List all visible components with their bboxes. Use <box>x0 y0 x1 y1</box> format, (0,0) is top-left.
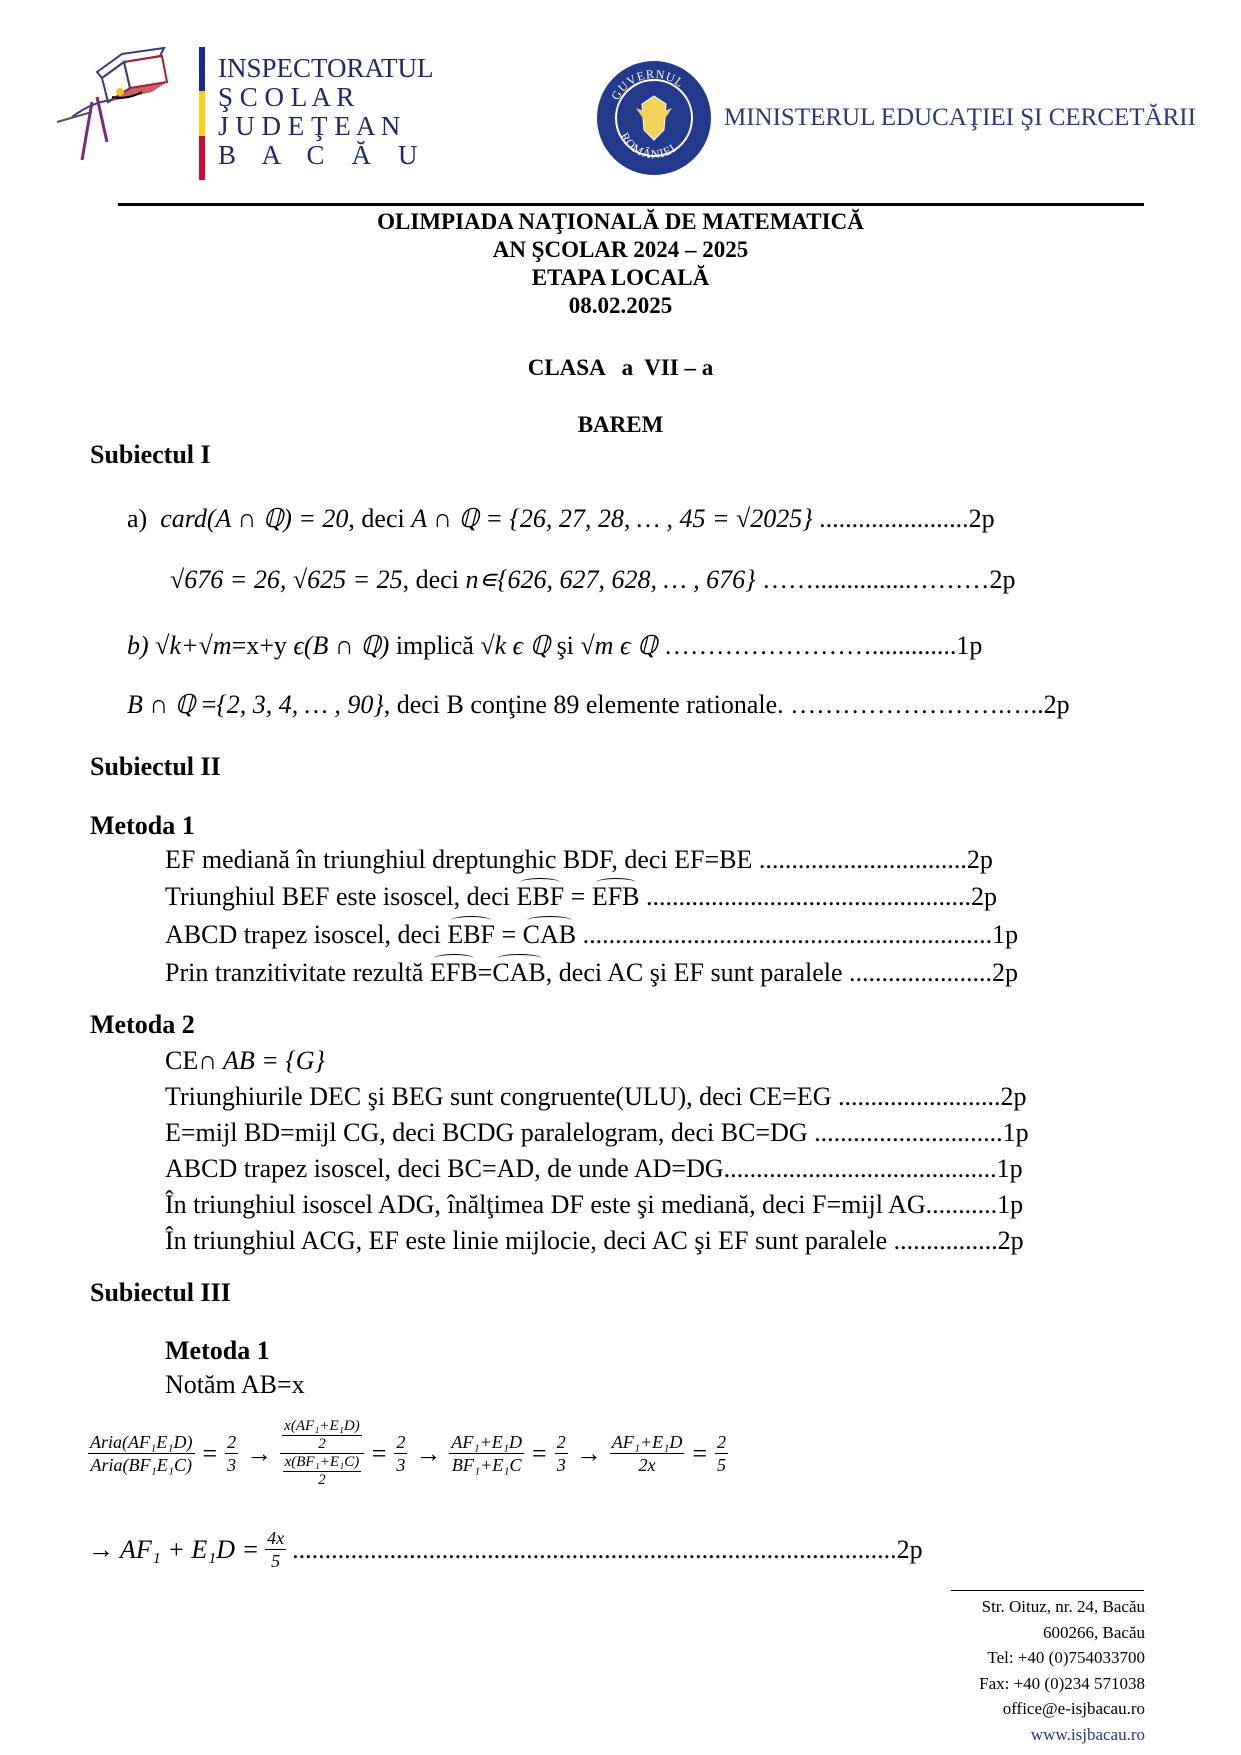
s1-b-line2 <box>127 690 1070 720</box>
class-title: CLASA a VII – a <box>527 355 714 380</box>
angle: EBF <box>516 882 565 911</box>
s2-m1-line <box>165 920 1018 950</box>
address-street: Str. Oituz, nr. 24, Bacău <box>981 1597 1145 1616</box>
title-line: 08.02.2025 <box>568 293 673 318</box>
numerator: 2 <box>556 1432 566 1452</box>
phone: Tel: +40 (0)754033700 <box>987 1648 1145 1667</box>
fraction <box>225 1431 238 1476</box>
points: …………………….............1p <box>657 631 983 660</box>
s1-a-line1 <box>127 504 995 534</box>
fax: Fax: +40 (0)234 571038 <box>979 1673 1145 1693</box>
isj-line: J U D E Ţ E A N <box>218 111 401 141</box>
numerator: 2 <box>227 1432 237 1452</box>
text: = <box>495 920 523 949</box>
subject1-heading: Subiectul I <box>90 440 211 469</box>
angle: CAB <box>522 920 577 949</box>
angle: EFB <box>429 958 478 987</box>
footer-divider <box>951 1590 1144 1591</box>
denominator: 5 <box>717 1455 727 1475</box>
points: ...............................................................1p <box>576 920 1019 949</box>
fraction <box>280 1418 364 1489</box>
denominator: 3 <box>227 1455 237 1475</box>
math: B ∩ ℚ <box>127 690 196 719</box>
numerator <box>280 1418 364 1454</box>
s2-m1-line <box>165 958 1018 988</box>
fraction <box>88 1431 195 1476</box>
math: √m ϵ ℚ <box>580 631 658 660</box>
denominator: 3 <box>396 1455 406 1475</box>
text: = <box>477 958 493 987</box>
numerator: 2 <box>396 1432 406 1452</box>
svg-text:ROMÂNIEI: ROMÂNIEI <box>617 130 679 162</box>
s2-m2-line: Triunghiurile DEC şi BEG sunt congruente(ULU), deci CE=EG .........................2p <box>165 1082 1027 1111</box>
angle: CAB <box>492 958 546 987</box>
title-line: OLIMPIADA NAŢIONALĂ DE MATEMATICĂ <box>377 209 864 234</box>
fraction <box>449 1431 524 1476</box>
flag-bar <box>199 47 205 180</box>
footer-contact <box>979 1594 1145 1747</box>
ministry-name: MINISTERUL EDUCAŢIEI ŞI CERCETĂRII <box>724 104 1196 131</box>
math: √676 = 26, √625 = 25 <box>170 565 403 594</box>
text: ABCD trapez isoscel, deci <box>165 920 448 949</box>
fraction <box>610 1431 685 1476</box>
title-line: ETAPA LOCALĂ <box>531 265 710 290</box>
text: , deci <box>402 565 466 594</box>
s3-method1-heading: Metoda 1 <box>165 1336 270 1365</box>
fraction <box>394 1431 407 1476</box>
document-title <box>0 208 1241 320</box>
text: Prin tranzitivitate rezultă <box>165 958 430 987</box>
isj-line: INSPECTORATUL <box>218 53 434 83</box>
math: n∊{626, 627, 628, … , 676} <box>465 565 756 594</box>
isj-title <box>218 54 434 170</box>
subject2-heading: Subiectul II <box>90 752 221 781</box>
isj-logo <box>52 42 202 162</box>
denominator: 5 <box>271 1551 281 1571</box>
numerator: x(BF₁+E₁C) <box>284 1454 360 1470</box>
fraction <box>715 1431 728 1476</box>
numerator: AF₁+E₁D <box>611 1432 683 1452</box>
equals: = <box>532 1438 547 1468</box>
points: .......................2p <box>812 504 995 533</box>
denominator: 3 <box>556 1455 566 1475</box>
text: şi <box>550 631 581 660</box>
denominator: BF₁+E₁C <box>451 1455 522 1475</box>
points: , deci AC şi EF sunt paralele ......................2p <box>545 958 1019 987</box>
math: √k+√m <box>155 631 232 660</box>
address-postal: 600266, Bacău <box>1043 1622 1145 1642</box>
s1-b-line1 <box>127 631 982 661</box>
s2-m1-line <box>165 882 997 912</box>
government-seal <box>596 60 712 176</box>
method2-heading: Metoda 2 <box>90 1010 195 1039</box>
math: card(A ∩ ℚ) = 20 <box>160 504 349 533</box>
denominator: 2 <box>318 1472 326 1488</box>
website-link[interactable]: www.isjbacau.ro <box>1030 1724 1145 1744</box>
s2-m2-line: E=mijl BD=mijl CG, deci BCDG paralelogram, deci BC=DG .............................1p <box>165 1118 1029 1147</box>
s3-note: Notăm AB=x <box>165 1370 305 1399</box>
denominator: 2x <box>638 1455 656 1475</box>
header-divider <box>118 203 1144 206</box>
arrow: → <box>415 1438 442 1468</box>
angle: EBF <box>447 920 495 949</box>
svg-text:GUVERNUL: GUVERNUL <box>608 66 687 103</box>
nested-fraction <box>282 1418 362 1453</box>
text: Triunghiul BEF este isoscel, deci <box>165 882 517 911</box>
s2-m2-line: ABCD trapez isoscel, deci BC=AD, de unde AD=DG..........................................1p <box>165 1154 1023 1183</box>
numerator: AF₁+E₁D <box>451 1432 523 1452</box>
s2-m2-line: În triunghiul ACG, EF este linie mijlocie, deci AC şi EF sunt paralele ................2p <box>165 1226 1024 1255</box>
math: → AF₁ + E₁D = <box>88 1534 260 1564</box>
nested-fraction <box>283 1454 362 1489</box>
text: = <box>195 690 217 719</box>
math: ϵ(B ∩ ℚ) <box>293 631 390 660</box>
denominator: 2 <box>318 1436 326 1452</box>
math: √k ϵ ℚ <box>480 631 551 660</box>
s3-formula <box>88 1418 728 1489</box>
arrow: → <box>575 1438 602 1468</box>
text: , deci <box>348 504 412 533</box>
isj-line: Ş C O L A R <box>218 82 355 112</box>
barem-title: BAREM <box>577 412 664 437</box>
subject3-heading: Subiectul III <box>90 1278 231 1307</box>
item-label: b) <box>127 631 156 660</box>
numerator: 2 <box>717 1432 727 1452</box>
email-link[interactable]: office@e-isjbacau.ro <box>1002 1699 1145 1718</box>
s2-m1-line: EF mediană în triunghiul dreptunghic BDF, deci EF=BE ................................2p <box>165 845 993 874</box>
item-label: a) <box>127 504 148 533</box>
equals: = <box>371 1438 387 1468</box>
points: .............................................................................................2p <box>292 1534 923 1564</box>
points: ……...............………2p <box>755 565 1016 594</box>
fraction <box>555 1431 568 1476</box>
math: A ∩ ℚ = {26, 27, 28, … , 45 = √2025} <box>411 504 813 533</box>
isj-line: B A C Ă U <box>218 140 418 170</box>
method1-heading: Metoda 1 <box>90 811 195 840</box>
numerator: 4x <box>267 1528 285 1548</box>
s3-result <box>88 1527 923 1572</box>
denominator <box>280 1454 364 1489</box>
equals: = <box>692 1438 708 1468</box>
s2-m2-line <box>165 1046 325 1076</box>
numerator: x(AF₁+E₁D) <box>284 1418 360 1434</box>
s2-m2-line: În triunghiul isoscel ADG, înălţimea DF este şi mediană, deci F=mijl AG...........1p <box>165 1190 1024 1219</box>
text: implică <box>389 631 481 660</box>
text: =x+y <box>231 631 294 660</box>
text: , deci B conţine 89 elemente rationale. …………………….…..2p <box>383 690 1070 719</box>
math: {2, 3, 4, … , 90} <box>216 690 384 719</box>
text: CE <box>165 1046 199 1075</box>
numerator: Aria(AF₁E₁D) <box>90 1432 193 1452</box>
fraction <box>265 1527 286 1572</box>
equals: = <box>202 1438 218 1468</box>
text: = <box>564 882 592 911</box>
points: ..................................................2p <box>639 882 998 911</box>
math: ∩ AB = {G} <box>198 1046 325 1075</box>
arrow: → <box>246 1438 273 1468</box>
angle: EFB <box>591 882 640 911</box>
title-line: AN ŞCOLAR 2024 – 2025 <box>492 237 749 262</box>
s1-a-line2 <box>170 565 1016 595</box>
denominator: Aria(BF₁E₁C) <box>90 1455 192 1475</box>
